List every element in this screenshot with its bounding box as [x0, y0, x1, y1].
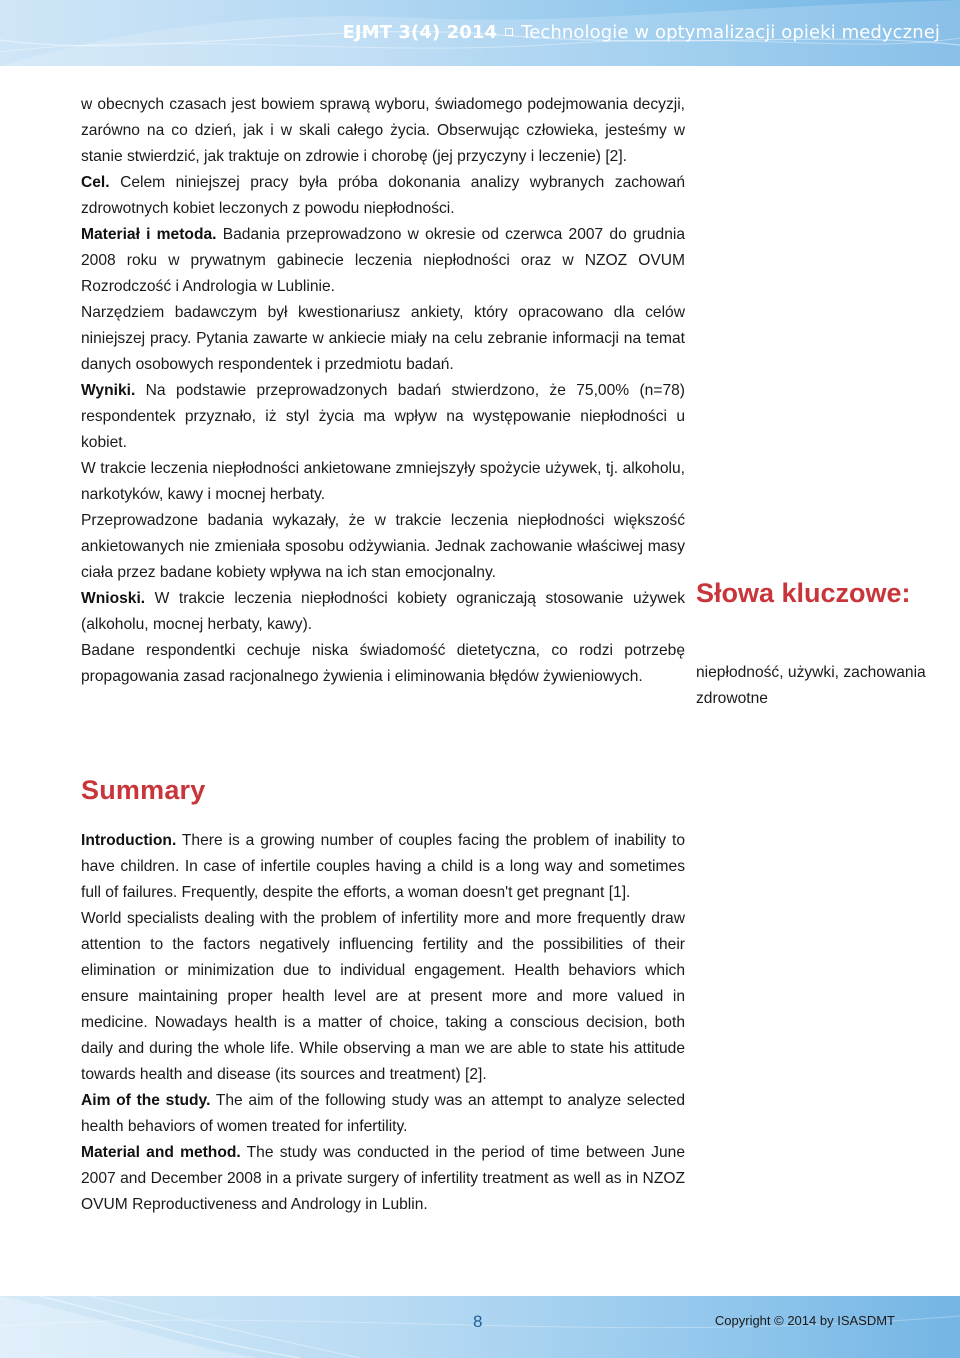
tool-paragraph: Narzędziem badawczym był kwestionariusz ankiety, który opracowano dla celów niniejszej pracy. Pytania zawarte w ankiecie miały na celu zebranie informacji na temat danych osobowych respondentek i przedmiotu badań.	[81, 304, 685, 373]
page-number: 8	[473, 1312, 483, 1331]
intro-continuation: w obecnych czasach jest bowiem sprawą wyboru, świadomego podejmowania decyzji, zarówno na co dzień, jak i w skali całego życia. Obserwując człowieka, jesteśmy w stanie stwierdzić, jak traktuje on zdrowie i chorobę (jej przyczyny i leczenie) [2].	[81, 96, 685, 165]
material-method-text: The study was conducted in the period of time between June 2007 and December 2008 in a private surgery of infertility treatment as well as in NZOZ OVUM Reproductiveness and Andrology in Lublin.	[81, 1144, 685, 1213]
page-header	[0, 0, 960, 66]
method-paragraph	[81, 222, 685, 300]
aim-of-study-paragraph	[81, 1088, 685, 1140]
conclusions-paragraph	[81, 586, 685, 638]
conclusions-text: W trakcie leczenia niepłodności kobiety ograniczają stosowanie używek (alkoholu, mocnej herbaty, kawy).	[81, 590, 685, 633]
material-method-label: Material and method.	[81, 1144, 241, 1161]
aim-paragraph	[81, 170, 685, 222]
results-text: Na podstawie przeprowadzonych badań stwierdzono, że 75,00% (n=78) respondentek przyznało, iż styl życia ma wpływ na występowanie niepłodności u kobiet.	[81, 382, 685, 451]
aim-of-study-label: Aim of the study.	[81, 1092, 211, 1109]
keywords-title: Słowa kluczowe:	[696, 578, 911, 608]
copyright-notice: Copyright © 2014 by ISASDMT	[714, 1313, 895, 1328]
results-paragraph	[81, 378, 685, 456]
specialists-paragraph: World specialists dealing with the problem of infertility more and more frequently draw attention to the factors negatively influencing fertility and the possibilities of their elimination or minimization due to individual engagement. Health behaviors which ensure maintaining proper health level are at present more and more valued in medicine. Nowadays health is a matter of choice, taking a conscious decision, both daily and during the whole life. While observing a man we are able to state his attitude towards health and disease (its sources and treatment) [2].	[81, 910, 685, 1083]
method-label: Materiał i metoda.	[81, 226, 217, 243]
journal-name: EJMT 3(4) 2014	[342, 22, 498, 43]
introduction-label: Introduction.	[81, 832, 177, 849]
conclusions-label: Wnioski.	[81, 590, 146, 607]
keywords-text: niepłodność, używki, zachowania zdrowotne	[696, 664, 926, 707]
findings-paragraph: Przeprowadzone badania wykazały, że w trakcie leczenia niepłodności większość ankietowanych nie zmieniała sposobu odżywiania. Jednak zachowanie właściwej masy ciała przez badane kobiety wpływa na ich stan emocjonalny.	[81, 512, 685, 581]
results-label: Wyniki.	[81, 382, 136, 399]
aim-label: Cel.	[81, 174, 110, 191]
english-summary	[81, 828, 685, 1218]
summary-title: Summary	[81, 775, 206, 805]
aim-text: Celem niniejszej pracy była próba dokonania analizy wybranych zachowań zdrowotnych kobiet leczonych z powodu niepłodności.	[81, 174, 685, 217]
introduction-text: There is a growing number of couples facing the problem of inability to have children. In case of infertile couples having a child is a long way and sometimes full of failures. Frequently, despite the efforts, a woman doesn't get pregnant [1].	[81, 832, 685, 901]
square-bullet-icon	[505, 28, 513, 36]
polish-abstract	[81, 92, 685, 690]
section-title: Technologie w optymalizacji opieki medycznej	[521, 22, 940, 43]
aim-of-study-text: The aim of the following study was an attempt to analyze selected health behaviors of women treated for infertility.	[81, 1092, 685, 1135]
page-footer	[0, 1296, 960, 1358]
diet-paragraph: Badane respondentki cechuje niska świadomość dietetyczna, co rodzi potrzebę propagowania zasad racjonalnego żywienia i eliminowania błędów żywieniowych.	[81, 642, 685, 685]
introduction-paragraph	[81, 828, 685, 906]
material-method-paragraph	[81, 1140, 685, 1218]
treatment-paragraph: W trakcie leczenia niepłodności ankietowane zmniejszyły spożycie używek, tj. alkoholu, narkotyków, kawy i mocnej herbaty.	[81, 460, 685, 503]
journal-header-title	[342, 22, 940, 43]
method-text: Badania przeprowadzono w okresie od czerwca 2007 do grudnia 2008 roku w prywatnym gabinecie leczenia niepłodności oraz w NZOZ OVUM Rozrodczość i Andrologia w Lublinie.	[81, 226, 686, 295]
